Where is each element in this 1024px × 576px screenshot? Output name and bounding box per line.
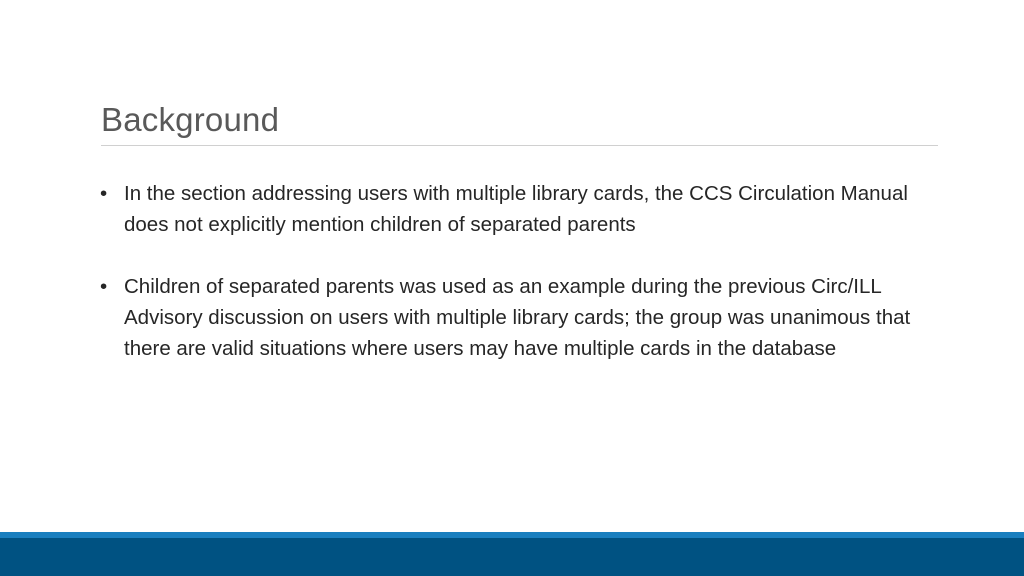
bullet-item	[100, 178, 950, 240]
bullet-list	[100, 178, 950, 395]
bullet-item	[100, 271, 950, 364]
bullet-marker: •	[100, 182, 108, 205]
slide-title: Background	[101, 101, 280, 138]
footer-band	[0, 532, 1024, 576]
bullet-text: Children of separated parents was used as an example during the previous Circ/ILL Advisory discussion on users with multiple library cards; the group was unanimous that there are valid situations where users may have multiple cards in the database	[124, 275, 911, 360]
bullet-text: In the section addressing users with multiple library cards, the CCS Circulation Manual does not explicitly mention children of separated parents	[124, 182, 908, 236]
footer-band-stripe	[0, 532, 1024, 538]
bullet-marker: •	[100, 275, 108, 298]
title-divider	[101, 145, 938, 146]
